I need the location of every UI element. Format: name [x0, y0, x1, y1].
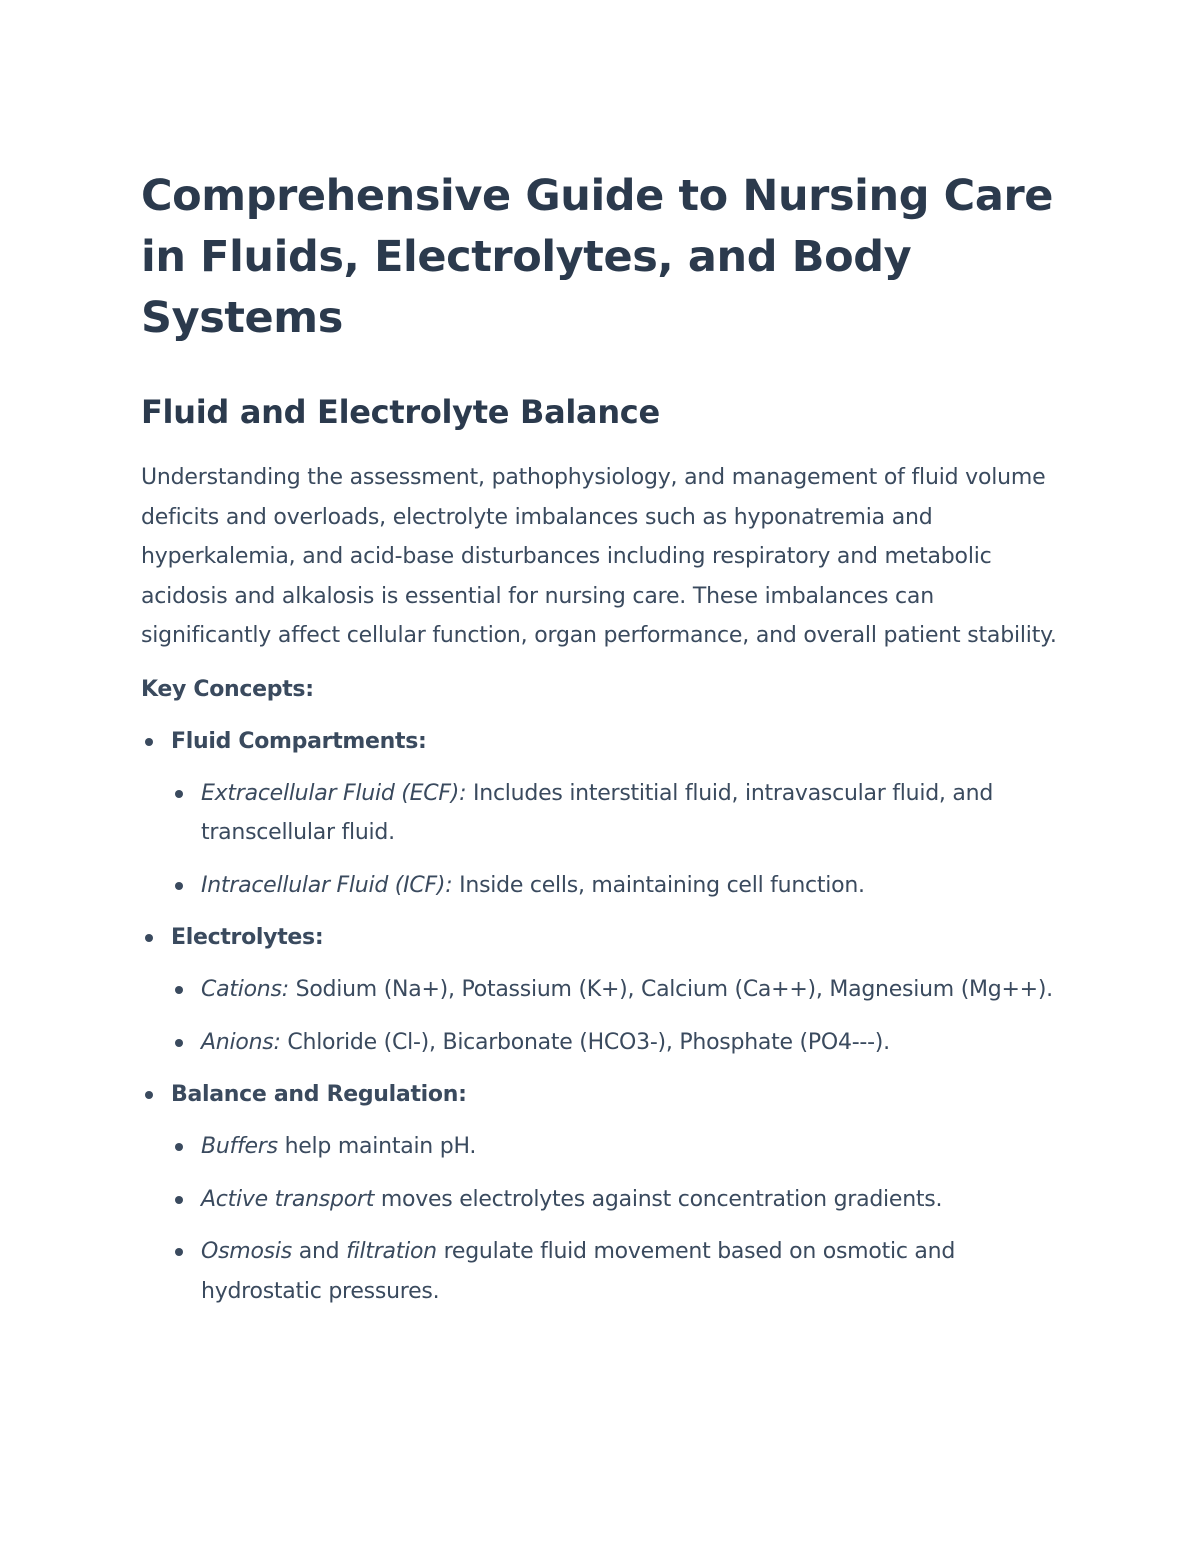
item-term: Cations: [201, 977, 289, 1002]
bullet-icon [175, 986, 183, 994]
bullet-icon [145, 934, 153, 942]
bullet-icon [145, 1091, 153, 1099]
list-item [171, 1023, 1060, 1063]
concept-balance-regulation [141, 1075, 1060, 1311]
item-term: Extracellular Fluid (ECF): [201, 780, 467, 806]
section-intro: Understanding the assessment, pathophysiology, and management of fluid volume deficits and overloads, electrolyte imbalances such as hyponatremia and hyperkalemia, and acid-base disturbances including respiratory and metabolic acidosis and alkalosis is essential for nursing care. These imbalances can significantly affect cellular function, organ performance, and overall patient stability. [141, 465, 1057, 648]
bullet-icon [145, 738, 153, 746]
list-item [171, 774, 1060, 853]
concept-label: Electrolytes: [171, 925, 324, 950]
key-concepts-list [141, 722, 1060, 1312]
concept-label: Fluid Compartments: [171, 728, 427, 754]
item-text: Sodium (Na+), Potassium (K+), Calcium (Ca++), Magnesium (Mg++). [288, 977, 1053, 1002]
item-text-secondary: regulate fluid movement based on osmotic and hydrostatic pressures. [201, 1239, 956, 1304]
concept-items [171, 774, 1060, 906]
concept-fluid-compartments [141, 722, 1060, 906]
item-text: Inside cells, maintaining cell function. [452, 872, 865, 898]
item-term: Active transport [201, 1186, 375, 1212]
concept-electrolytes [141, 918, 1060, 1062]
bullet-icon [175, 1196, 183, 1204]
item-term: Osmosis [201, 1239, 292, 1264]
document-title: Comprehensive Guide to Nursing Care in Fluids, Electrolytes, and Body Systems [141, 171, 1054, 343]
bullet-icon [175, 1248, 183, 1256]
item-text: and [291, 1239, 347, 1264]
item-term-secondary: filtration [346, 1239, 437, 1264]
item-text: Includes interstitial fluid, intravascular fluid, and transcellular fluid. [201, 780, 994, 845]
item-term: Anions: [201, 1029, 281, 1055]
list-item [171, 970, 1060, 1010]
list-item [171, 1127, 1060, 1167]
item-term: Buffers [201, 1134, 278, 1159]
concept-items [171, 1127, 1060, 1311]
bullet-icon [175, 882, 183, 890]
list-item [171, 1232, 1060, 1311]
section-heading: Fluid and Electrolyte Balance [141, 393, 660, 431]
bullet-icon [175, 1143, 183, 1151]
concept-label: Balance and Regulation: [171, 1082, 467, 1107]
list-item [171, 1180, 1060, 1220]
item-text: Chloride (Cl-), Bicarbonate (HCO3-), Phosphate (PO4---). [280, 1029, 890, 1055]
item-term: Intracellular Fluid (ICF): [201, 872, 453, 898]
key-concepts-label: Key Concepts: [141, 676, 314, 702]
list-item [171, 866, 1060, 906]
bullet-icon [175, 790, 183, 798]
item-text: help maintain pH. [277, 1134, 477, 1159]
bullet-icon [175, 1039, 183, 1047]
concept-items [171, 970, 1060, 1062]
item-text: moves electrolytes against concentration gradients. [374, 1186, 943, 1212]
